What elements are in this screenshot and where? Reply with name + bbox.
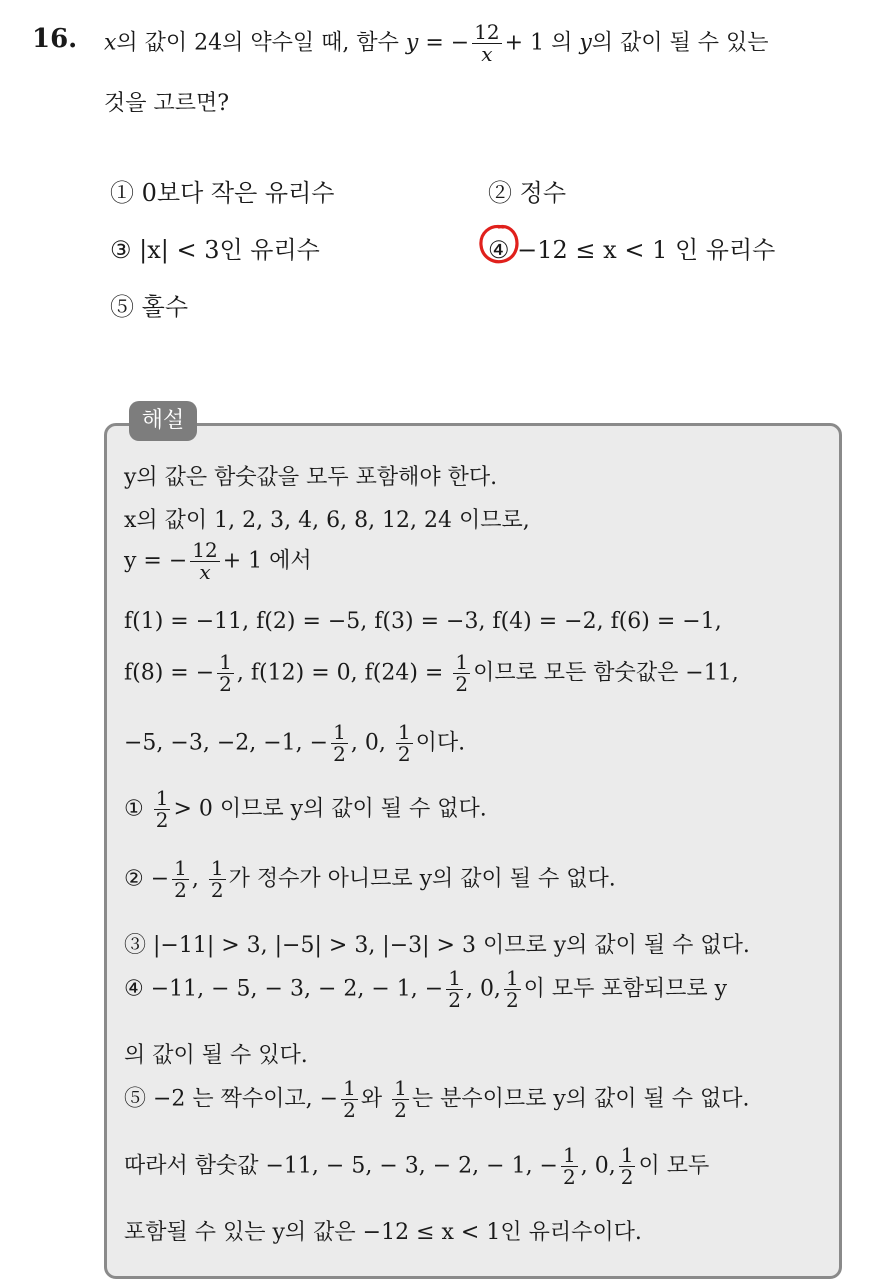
sol-text: 가 정수가 아니므로 y의 값이 될 수 없다. <box>228 866 616 892</box>
fraction-half <box>209 858 226 901</box>
var-x: x <box>104 30 117 56</box>
sol-text: 와 <box>360 1086 383 1112</box>
fraction-half <box>392 1078 409 1121</box>
sol-text: ⑤ −2 는 짝수이고, − <box>124 1086 339 1112</box>
choice-3[interactable]: ③ |x| < 3인 유리수 <box>110 236 320 264</box>
sol-text: f(8) = − <box>124 660 215 686</box>
sol-text: , 0, <box>350 730 386 756</box>
sol-text: −5, −3, −2, −1, − <box>124 730 329 756</box>
choice-1[interactable]: ① 0보다 작은 유리수 <box>110 179 335 207</box>
solution-line-3 <box>124 540 312 583</box>
solution-line-12 <box>124 1078 750 1121</box>
solution-line-5 <box>124 652 739 695</box>
solution-line-9: ③ |−11| > 3, |−5| > 3, |−3| > 3 이므로 y의 값이 될 수 없다. <box>124 933 750 958</box>
frac-denominator: x <box>481 42 493 66</box>
fraction-half <box>341 1078 358 1121</box>
choice-4[interactable] <box>488 230 775 265</box>
frac-numerator: 1 <box>455 650 469 674</box>
equals-minus: = − <box>418 30 470 56</box>
sol-text: 이 모두 <box>638 1153 710 1179</box>
frac-numerator: 1 <box>394 1076 407 1100</box>
question-number: 16. <box>32 24 78 54</box>
solution-line-14: 포함될 수 있는 y의 값은 −12 ≤ x < 1인 유리수이다. <box>124 1220 642 1245</box>
frac-denominator: 2 <box>333 742 346 766</box>
frac-denominator: 2 <box>620 1165 634 1189</box>
fraction-half <box>561 1145 578 1188</box>
fraction-half <box>504 968 521 1011</box>
frac-numerator: 12 <box>474 20 500 44</box>
frac-denominator: 2 <box>563 1165 576 1189</box>
sol-text: y = − <box>124 548 188 574</box>
var-y-2: y <box>579 30 592 56</box>
frac-denominator: 2 <box>394 1098 407 1122</box>
fraction-half <box>446 968 463 1011</box>
sol-text: , <box>191 866 199 892</box>
solution-line-1: y의 값은 함숫값을 모두 포함해야 한다. <box>124 465 498 490</box>
frac-denominator: x <box>199 560 211 584</box>
sol-text: , 0, <box>465 976 501 1002</box>
frac-denominator: 2 <box>397 742 411 766</box>
solution-line-7 <box>124 788 487 831</box>
frac-numerator: 1 <box>174 856 187 880</box>
fraction-half <box>396 722 413 765</box>
sol-text: ④ −11, − 5, − 3, − 2, − 1, − <box>124 976 444 1002</box>
choice-4-text: −12 ≤ x < 1 인 유리수 <box>517 236 776 264</box>
sol-text: + 1 에서 <box>222 548 312 574</box>
frac-numerator: 12 <box>192 538 218 562</box>
var-y: y <box>405 30 419 56</box>
sol-text: 이 모두 포함되므로 y <box>523 976 728 1002</box>
frac-numerator: 1 <box>563 1143 576 1167</box>
frac-numerator: 1 <box>448 966 461 990</box>
solution-line-4: f(1) = −11, f(2) = −5, f(3) = −3, f(4) = −2, f(6) = −1, <box>124 609 722 634</box>
fraction-half <box>619 1145 636 1188</box>
choice-4-mark: ④ <box>488 236 510 264</box>
choice-5[interactable]: ⑤ 홀수 <box>110 293 188 321</box>
frac-denominator: 2 <box>155 808 169 832</box>
fraction-half <box>217 652 234 695</box>
frac-numerator: 1 <box>397 720 411 744</box>
fraction-half <box>154 788 171 831</box>
sol-text: , f(12) = 0, f(24) = <box>236 660 444 686</box>
sol-text: , 0, <box>580 1153 616 1179</box>
frac-numerator: 1 <box>155 786 169 810</box>
fraction-half <box>172 858 189 901</box>
solution-line-6 <box>124 722 465 765</box>
frac-denominator: 2 <box>343 1098 356 1122</box>
frac-numerator: 1 <box>219 650 232 674</box>
solution-tag: 해설 <box>129 401 197 441</box>
fraction-half <box>453 652 470 695</box>
frac-denominator: 2 <box>219 672 232 696</box>
sol-text: > 0 이므로 y의 값이 될 수 없다. <box>173 796 487 822</box>
choice-2[interactable]: ② 정수 <box>488 179 566 207</box>
sol-text: ① <box>124 796 144 822</box>
solution-line-11: 의 값이 될 수 있다. <box>124 1043 308 1068</box>
frac-denominator: 2 <box>210 878 224 902</box>
solution-line-13 <box>124 1145 709 1188</box>
frac-denominator: 2 <box>455 672 469 696</box>
answer-circle-mark <box>477 222 521 266</box>
solution-line-2: x의 값이 1, 2, 3, 4, 6, 8, 12, 24 이므로, <box>124 508 530 533</box>
frac-numerator: 1 <box>210 856 224 880</box>
frac-denominator: 2 <box>505 988 519 1012</box>
solution-line-10 <box>124 968 727 1011</box>
frac-numerator: 1 <box>620 1143 634 1167</box>
sol-text: ② − <box>124 866 170 892</box>
sol-text: 이다. <box>415 730 466 756</box>
fraction-12-over-x <box>190 540 219 583</box>
fraction-half <box>331 722 348 765</box>
frac-numerator: 1 <box>343 1076 356 1100</box>
frac-denominator: 2 <box>174 878 187 902</box>
sol-text: 따라서 함숫값 −11, − 5, − 3, − 2, − 1, − <box>124 1153 558 1179</box>
question-text-c: 의 값이 될 수 있는 <box>591 30 769 56</box>
question-text-b: + 1 의 <box>504 30 573 56</box>
question-line-1 <box>104 22 769 65</box>
frac-numerator: 1 <box>505 966 519 990</box>
question-line-2: 것을 고르면? <box>104 91 230 116</box>
solution-line-8 <box>124 858 616 901</box>
frac-denominator: 2 <box>448 988 461 1012</box>
sol-text: 이므로 모든 함숫값은 −11, <box>473 660 739 686</box>
question-text-a: 의 값이 24의 약수일 때, 함수 <box>116 30 399 56</box>
fraction-12-over-x <box>472 22 501 65</box>
sol-text: 는 분수이므로 y의 값이 될 수 없다. <box>411 1086 750 1112</box>
frac-numerator: 1 <box>333 720 346 744</box>
